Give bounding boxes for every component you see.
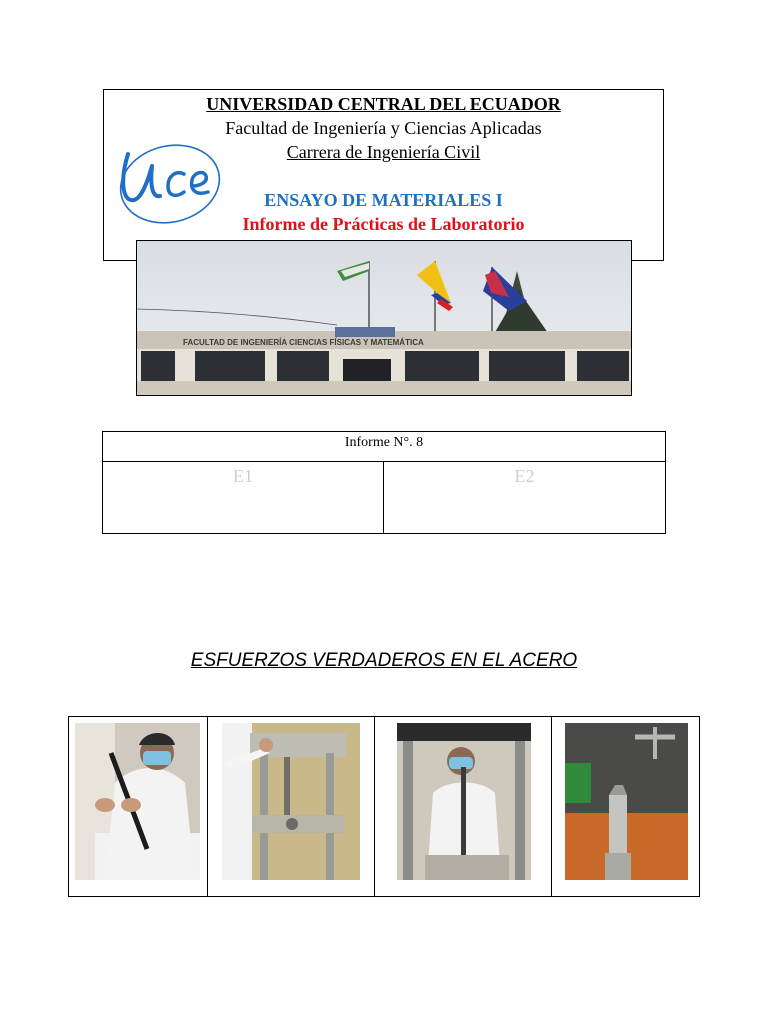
career-name: Carrera de Ingeniería Civil xyxy=(286,142,481,162)
photo-steel-specimen xyxy=(565,723,688,880)
faculty-building-photo xyxy=(136,240,632,396)
report-info-table xyxy=(102,431,666,534)
photo-cell-4 xyxy=(552,717,698,896)
uce-logo xyxy=(112,140,224,230)
photo-cell-2 xyxy=(208,717,375,896)
practice-subject: ESFUERZOS VERDADEROS EN EL ACERO xyxy=(190,650,578,671)
report-type: Informe de Prácticas de Laboratorio xyxy=(242,214,525,234)
photo-testing-machine xyxy=(222,723,360,880)
report-number: Informe N°. 8 xyxy=(103,432,665,462)
photo-cell-3 xyxy=(375,717,552,896)
faculty-name: Facultad de Ingeniería y Ciencias Aplicadas xyxy=(225,118,542,138)
photo-table xyxy=(68,716,700,897)
building-sign: FACULTAD DE INGENIERÍA CIENCIAS FÍSICAS Y MATEMÁTICA xyxy=(183,338,424,347)
student-cell-e2: E2 xyxy=(514,466,535,486)
university-name: UNIVERSIDAD CENTRAL DEL ECUADOR xyxy=(206,94,561,114)
photo-technician-machine xyxy=(397,723,531,880)
photo-technician-rod xyxy=(75,723,200,880)
course-title: ENSAYO DE MATERIALES I xyxy=(264,190,503,210)
student-cell-e1: E1 xyxy=(103,462,384,533)
photo-cell-1 xyxy=(69,717,208,896)
